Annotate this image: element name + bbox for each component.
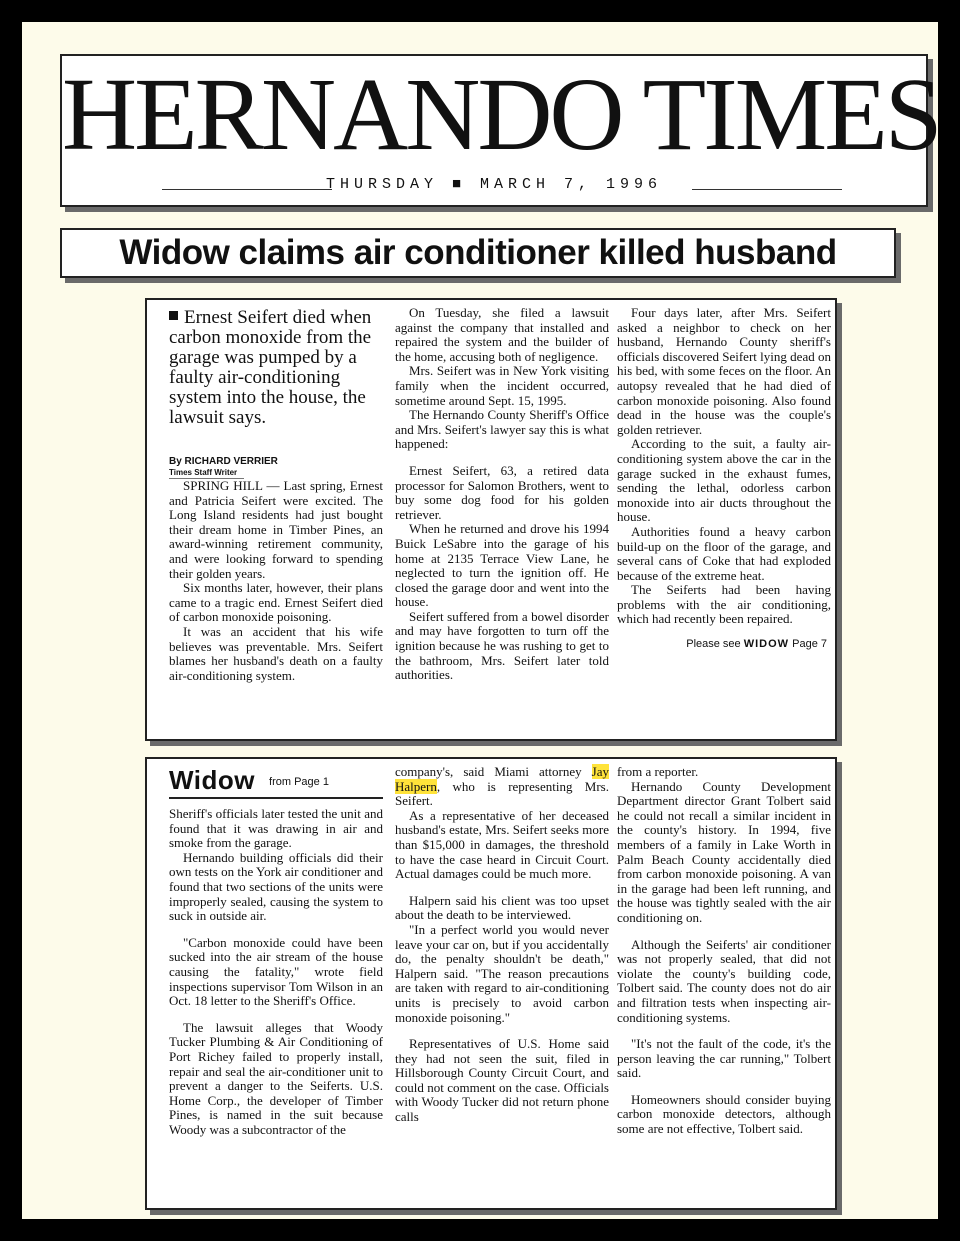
paragraph: Seifert suffered from a bowel disorder and may have forgotten to turn off the ignition because he was rushing to get to the bathroom, Mrs. Seifert later told authorities.: [395, 608, 609, 683]
part2-column-1: [169, 765, 383, 1137]
newspaper-name: HERNANDO TIMES: [62, 57, 940, 172]
paragraph: Six months later, however, their plans came to a tragic end. Ernest Seifert died of carbon monoxide poisoning.: [169, 580, 383, 625]
continuation-title: Widow: [169, 765, 256, 795]
jump-page: Page 7: [792, 638, 827, 651]
paragraph: The Seiferts had been having problems with the air conditioning, which had recently been repaired.: [617, 582, 831, 627]
paragraph: [395, 765, 609, 809]
article-front-page: [145, 298, 837, 741]
paragraph: Halpern said his client was too upset about the death to be interviewed.: [395, 892, 609, 923]
paragraph: SPRING HILL — Last spring, Ernest and Patricia Seifert were excited. The Long Island residents had just bought their dream home in Timber Pines, an award-winning retirement community, and were looking forward to spending their golden years.: [169, 478, 383, 581]
paragraph: According to the suit, a faulty air-conditioning system above the car in the garage sucked in the exhaust fumes, sending the lethal, odorless carbon monoxide into air ducts throughout the house.: [617, 436, 831, 525]
paragraph: Hernando County Development Department director Grant Tolbert said he could not recall a similar incident in the county's history. In 1994, five members of a family in Lake Worth in Palm Beach County accidentally died from carbon monoxide poisoning. A van in the garage had been left running, and the house was tightly sealed with the air conditioning on.: [617, 778, 831, 925]
continuation-from: from Page 1: [269, 776, 329, 788]
paragraph: When he returned and drove his 1994 Buick LeSabre into the garage of his home at 2135 Terrace View Lane, he neglected to turn the ignition off. He closed the garage door and went into the house.: [395, 521, 609, 610]
part1-column-2: [395, 306, 609, 683]
paragraph: "Carbon monoxide could have been sucked into the air stream of the house causing the fatality," wrote field inspections supervisor Tom Wilson in an Oct. 18 letter to the Sheriff's Office.: [169, 934, 383, 1009]
paragraph: from a reporter.: [617, 764, 699, 779]
paragraph: On Tuesday, she filed a lawsuit against the company that installed and repaired the system and the builder of the home, accusing both of negligence.: [395, 305, 609, 364]
paragraph: Mrs. Seifert was in New York visiting family when the incident occurred, sometime around Sept. 15, 1995.: [395, 363, 609, 408]
page-background: [22, 22, 938, 1219]
part2-column-3: [617, 765, 831, 1137]
article-continuation: [145, 757, 837, 1210]
part2-column-2: [395, 765, 609, 1125]
byline-title: Times Staff Writer: [169, 468, 244, 479]
text-run: company's, said Miami attorney: [395, 764, 592, 779]
paragraph: "It's not the fault of the code, it's the person leaving the car running," Tolbert said.: [617, 1036, 831, 1081]
paragraph: As a representative of her deceased husband's estate, Mrs. Seifert seeks more than $15,000 in damages, the threshold to have the case heard in Circuit Court. Actual damages could be much more.: [395, 807, 609, 882]
square-bullet-icon: [169, 311, 178, 320]
paragraph: "In a perfect world you would never leave your car on, but if you accidentally do, the penalty shouldn't be death," Halpern said. "The reason precautions are taken with regard to air-conditioning units is precisely to avoid carbon monoxide poisoning.": [395, 921, 609, 1025]
jump-word: WIDOW: [743, 638, 790, 651]
paragraph: Although the Seiferts' air conditioner was not properly sealed, that did not violate the county's building code, Tolbert said. The county does not do air and filtration tests when inspecting air-conditioning systems.: [617, 936, 831, 1025]
dateline: THURSDAY ■ MARCH 7, 1996: [325, 176, 663, 193]
paragraph: It was an accident that his wife believes was preventable. Mrs. Seifert blames her husband's death on a faulty air-conditioning system.: [169, 623, 383, 683]
lead-summary: [169, 308, 383, 428]
continuation-header: [169, 765, 383, 799]
jump-prefix: Please see: [686, 638, 741, 651]
paragraph: Sheriff's officials later tested the unit and found that it was drawing in air and smoke from the garage.: [169, 806, 383, 851]
headline: Widow claims air conditioner killed husband: [119, 233, 837, 272]
paragraph: The Hernando County Sheriff's Office and Mrs. Seifert's lawyer say this is what happened:: [395, 407, 609, 452]
masthead: [60, 54, 940, 207]
headline-box: [60, 228, 896, 278]
text-run: , who is representing Mrs. Seifert.: [395, 778, 609, 809]
lead-text: Ernest Seifert died when carbon monoxide from the garage was pumped by a faulty air-conditioning system into the house, the lawsuit says.: [169, 307, 372, 428]
jump-line: [617, 637, 831, 652]
paragraph: Representatives of U.S. Home said they had not seen the suit, filed in Hillsborough County Circuit Court, and could not comment on the case. Officials with Woody Tucker did not return phone calls: [395, 1036, 609, 1125]
paragraph: Ernest Seifert, 63, a retired data processor for Salomon Brothers, went to buy some dog food for his golden retriever.: [395, 462, 609, 522]
byline: By RICHARD VERRIER: [169, 456, 278, 467]
highlighted-name: Jay Halpern: [395, 764, 609, 794]
paragraph: Hernando building officials did their own tests on the York air conditioner and found that two sections of the units were improperly sealed, causing the system to suck in outside air.: [169, 849, 383, 924]
paragraph: The lawsuit alleges that Woody Tucker Plumbing & Air Conditioning of Port Richey failed to properly install, repair and seal the air-conditioner unit to prevent a danger to the Seiferts. U.S. Home Corp., the developer of Timber Pines, is named in the suit because Woody was a subcontractor of the: [169, 1019, 383, 1137]
part1-column-1: [169, 306, 383, 683]
part1-column-3: [617, 306, 831, 652]
paragraph: Four days later, after Mrs. Seifert asked a neighbor to check on her husband, Hernando County sheriff's officials discovered Seifert lying dead on his bed, with some feces on the floor. An autopsy revealed that he had died of carbon monoxide poisoning. Also found dead in the house was the couple's golden retriever.: [617, 305, 831, 437]
masthead-rule-right: [692, 189, 842, 190]
paragraph: Homeowners should consider buying carbon monoxide detectors, although some are not effective, Tolbert said.: [617, 1091, 831, 1137]
paragraph: Authorities found a heavy carbon build-up on the floor of the garage, and several cans of Coke that had exploded because of the extreme heat.: [617, 523, 831, 583]
